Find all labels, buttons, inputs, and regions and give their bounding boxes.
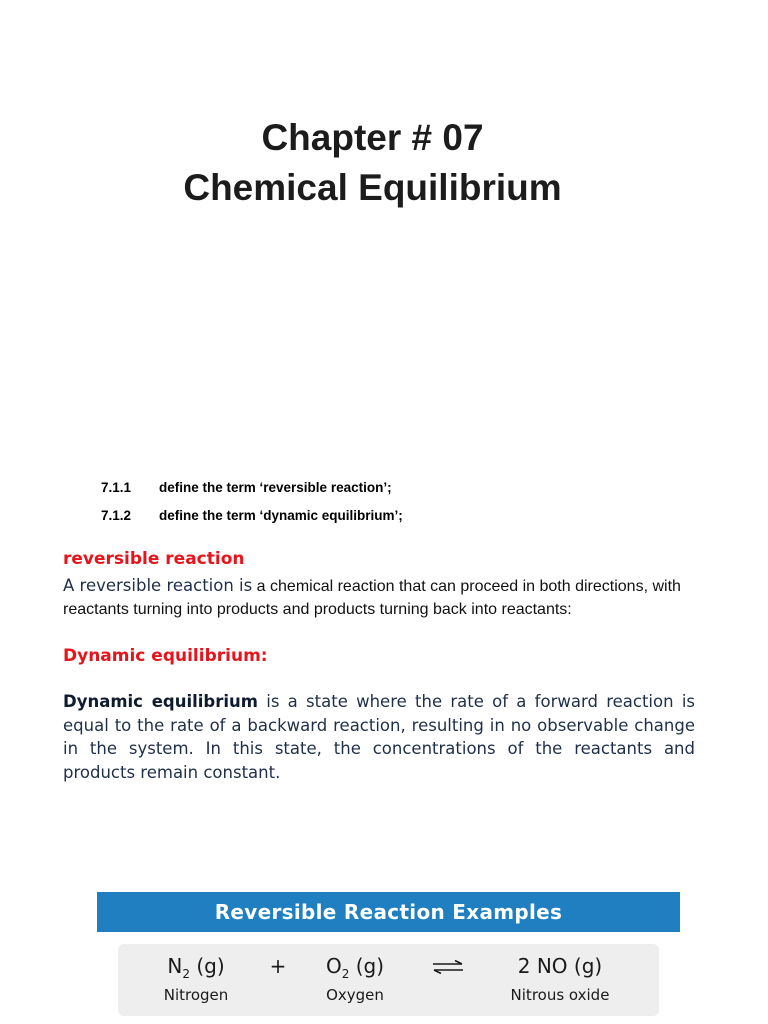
equilibrium-arrows-icon (418, 954, 478, 974)
reactant-name: Oxygen (326, 986, 384, 1004)
reactant-formula: $N_2$ (g) (167, 954, 225, 981)
examples-banner: Reversible Reaction Examples (97, 892, 680, 932)
objective-text: define the term ‘dynamic equilibrium’; (159, 508, 403, 523)
objective-number: 7.1.2 (101, 508, 132, 523)
reversible-reaction-heading: reversible reaction (63, 549, 245, 569)
dynamic-equilibrium-heading: Dynamic equilibrium: (63, 646, 268, 666)
objective-number: 7.1.1 (101, 480, 132, 495)
chapter-number: Chapter # 07 (261, 117, 484, 158)
objective-item (101, 480, 392, 495)
reactant-formula: $O_2$ (g) (325, 954, 385, 981)
reactant-name: Nitrogen (163, 986, 229, 1004)
reaction-example-box (118, 944, 659, 1016)
reversible-reaction-definition (63, 574, 743, 621)
objective-item (101, 508, 403, 523)
definition-lead: A reversible reaction is (63, 576, 253, 595)
objective-text: define the term ‘reversible reaction’; (159, 480, 392, 495)
definition-term: Dynamic equilibrium (63, 692, 258, 711)
chapter-title (0, 113, 745, 213)
product-formula: 2 NO (g) (517, 954, 603, 978)
plus-sign: + (269, 954, 287, 978)
definition-body: a chemical reaction that can proceed in both directions, with reactants turning into products and products turning back into reactants: (63, 578, 681, 618)
chapter-name: Chemical Equilibrium (183, 167, 562, 208)
definition-body: is a state where the rate of a forward reaction is equal to the rate of a backward reaction, resulting in no observable change in the system. In this state, the concentrations of the reactants and products remain constant. (63, 692, 695, 782)
dynamic-equilibrium-definition (63, 690, 695, 784)
product-name: Nitrous oxide (510, 986, 610, 1004)
